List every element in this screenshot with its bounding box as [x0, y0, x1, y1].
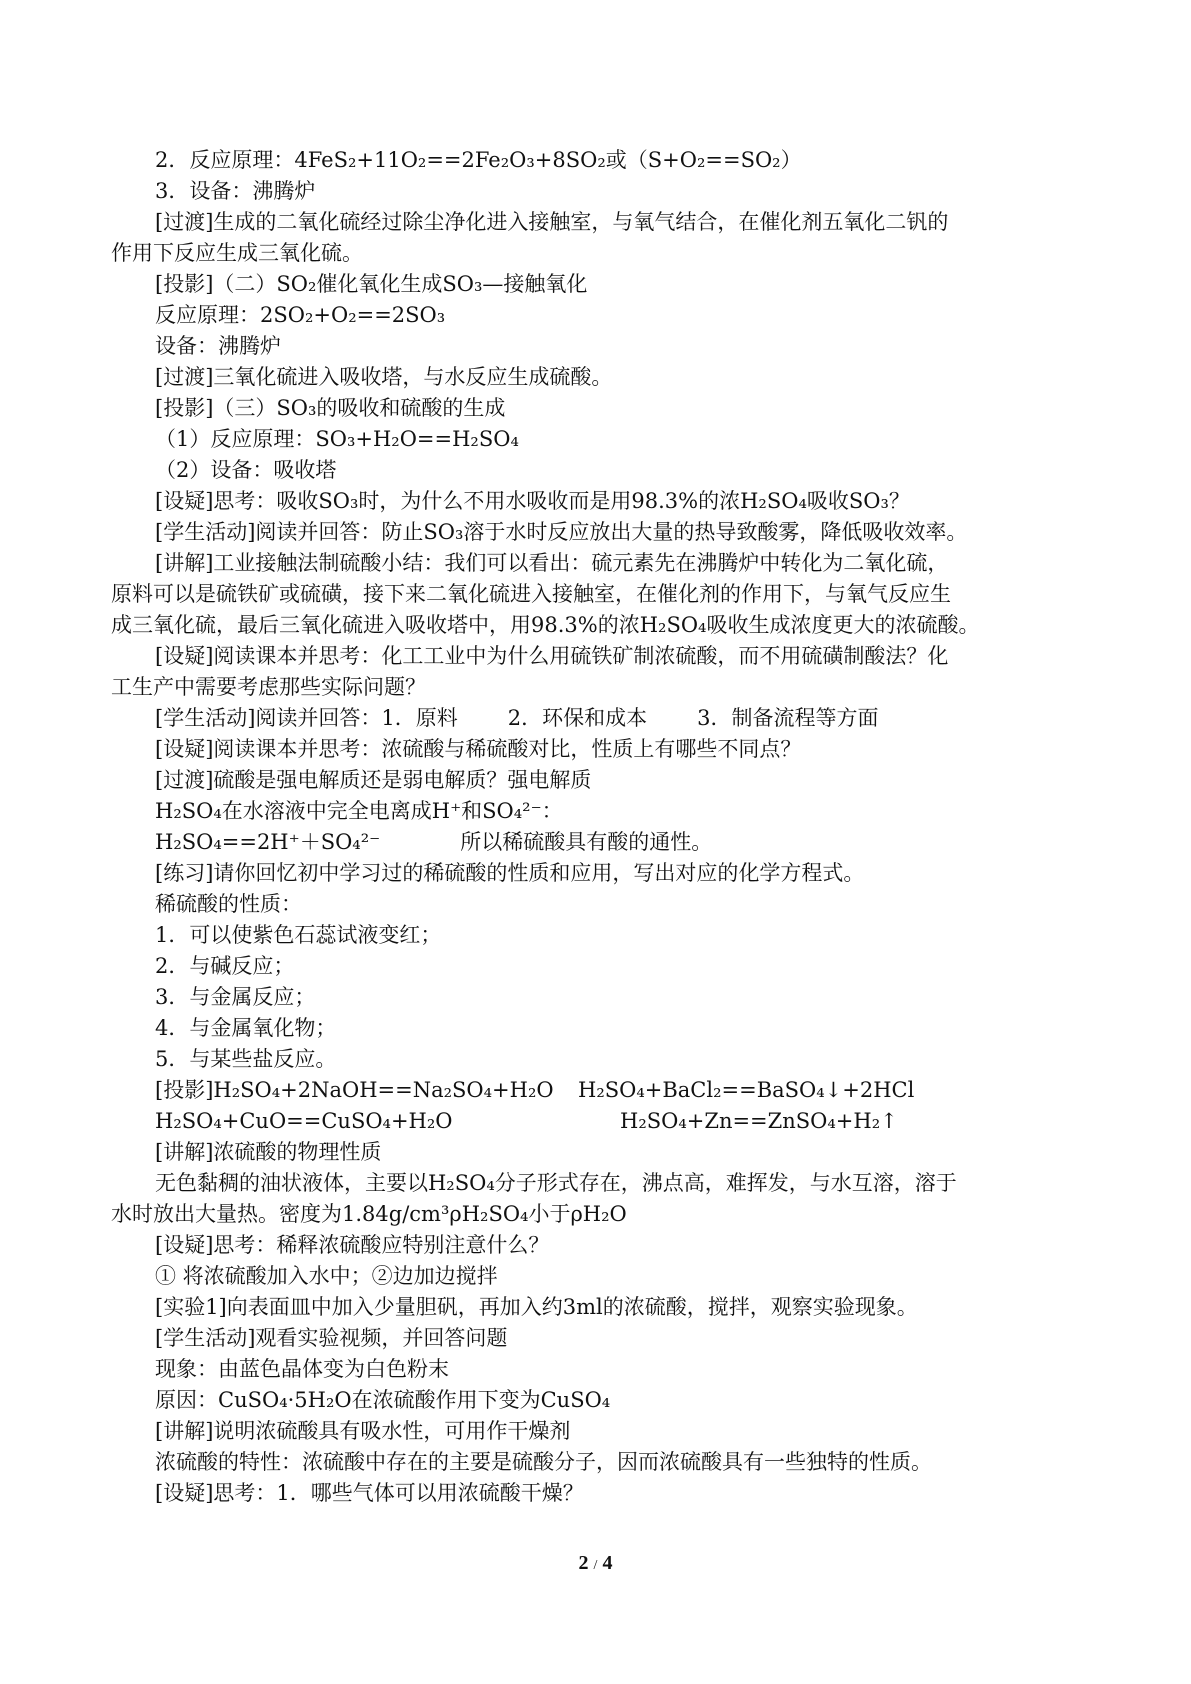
text-line: 现象：由蓝色晶体变为白色粉末	[155, 1357, 449, 1381]
ionization-equation: H₂SO₄==2H⁺＋SO₄²⁻	[155, 830, 381, 854]
text-line: 水时放出大量热。密度为1.84g/cm³ρH₂SO₄小于ρH₂O	[111, 1202, 627, 1226]
page-separator: /	[593, 1558, 598, 1573]
text-line: [讲解]浓硫酸的物理性质	[155, 1140, 382, 1164]
text-line: [过渡]生成的二氧化硫经过除尘净化进入接触室，与氧气结合，在催化剂五氧化二钒的	[155, 210, 949, 234]
text-line: [过渡]硫酸是强电解质还是弱电解质？强电解质	[155, 768, 592, 792]
text-line: [设疑]阅读课本并思考：浓硫酸与稀硫酸对比，性质上有哪些不同点？	[155, 737, 802, 761]
text-line: 反应原理：2SO₂+O₂==2SO₃	[155, 303, 446, 327]
text-line	[155, 702, 879, 734]
text-line: 成三氧化硫，最后三氧化硫进入吸收塔中，用98.3%的浓H₂SO₄吸收生成浓度更大的浓硫酸。	[111, 613, 980, 637]
answer-1: [学生活动]阅读并回答：1．原料	[155, 706, 458, 730]
equation-naoh: [投影]H₂SO₄+2NaOH==Na₂SO₄+H₂O	[155, 1078, 554, 1102]
text-line: [设疑]思考：吸收SO₃时，为什么不用水吸收而是用98.3%的浓H₂SO₄吸收SO₃？	[155, 489, 910, 513]
text-line: 工生产中需要考虑那些实际问题？	[111, 675, 426, 699]
text-line: 2．反应原理：4FeS₂+11O₂==2Fe₂O₃+8SO₂或（S+O₂==SO₂）	[155, 148, 802, 172]
text-line: 3．与金属反应；	[155, 985, 316, 1009]
equation-bacl2: H₂SO₄+BaCl₂==BaSO₄↓+2HCl	[578, 1078, 915, 1102]
text-line: 1．可以使紫色石蕊试液变红；	[155, 923, 442, 947]
text-line	[155, 826, 712, 858]
equation-zn: H₂SO₄+Zn==ZnSO₄+H₂↑	[620, 1109, 898, 1133]
text-line: H₂SO₄在水溶液中完全电离成H⁺和SO₄²⁻：	[155, 799, 563, 823]
text-line: [练习]请你回忆初中学习过的稀硫酸的性质和应用，写出对应的化学方程式。	[155, 861, 865, 885]
ionization-note: 所以稀硫酸具有酸的通性。	[460, 830, 713, 854]
text-line: [设疑]思考：1．哪些气体可以用浓硫酸干燥？	[155, 1481, 584, 1505]
text-line: （2）设备：吸收塔	[155, 458, 337, 482]
text-line: 原因：CuSO₄·5H₂O在浓硫酸作用下变为CuSO₄	[155, 1388, 611, 1412]
text-line: [设疑]思考：稀释浓硫酸应特别注意什么？	[155, 1233, 550, 1257]
text-line: [讲解]说明浓硫酸具有吸水性，可用作干燥剂	[155, 1419, 571, 1443]
text-line: 5．与某些盐反应。	[155, 1047, 337, 1071]
text-line: [实验1]向表面皿中加入少量胆矾，再加入约3ml的浓硫酸，搅拌，观察实验现象。	[155, 1295, 918, 1319]
answer-2: 2．环保和成本	[507, 706, 648, 730]
text-line: [投影]（三）SO₃的吸收和硫酸的生成	[155, 396, 506, 420]
text-line	[155, 1074, 554, 1106]
answer-3: 3．制备流程等方面	[697, 706, 879, 730]
page-number	[0, 1552, 1191, 1575]
page-total: 4	[602, 1552, 613, 1574]
text-line: [学生活动]阅读并回答：防止SO₃溶于水时反应放出大量的热导致酸雾，降低吸收效率。	[155, 520, 968, 544]
text-line: 原料可以是硫铁矿或硫磺，接下来二氧化硫进入接触室，在催化剂的作用下，与氧气反应生	[111, 582, 951, 606]
text-line: 4．与金属氧化物；	[155, 1016, 337, 1040]
text-line: [讲解]工业接触法制硫酸小结：我们可以看出：硫元素先在沸腾炉中转化为二氧化硫，	[155, 551, 949, 575]
text-line: （1）反应原理：SO₃+H₂O==H₂SO₄	[155, 427, 519, 451]
equation-cuo: H₂SO₄+CuO==CuSO₄+H₂O	[155, 1109, 453, 1133]
page-current: 2	[578, 1552, 589, 1574]
text-line: [设疑]阅读课本并思考：化工工业中为什么用硫铁矿制浓硫酸，而不用硫磺制酸法？化	[155, 644, 949, 668]
text-line: [过渡]三氧化硫进入吸收塔，与水反应生成硫酸。	[155, 365, 613, 389]
text-line: 浓硫酸的特性：浓硫酸中存在的主要是硫酸分子，因而浓硫酸具有一些独特的性质。	[155, 1450, 932, 1474]
text-line: 无色黏稠的油状液体，主要以H₂SO₄分子形式存在，沸点高，难挥发，与水互溶，溶于	[155, 1171, 957, 1195]
text-line: 2．与碱反应；	[155, 954, 295, 978]
text-line: 作用下反应生成三氧化硫。	[111, 241, 363, 265]
text-line: 设备：沸腾炉	[155, 334, 281, 358]
text-line: [投影]（二）SO₂催化氧化生成SO₃—接触氧化	[155, 272, 588, 296]
text-line: ① 将浓硫酸加入水中；②边加边搅拌	[155, 1264, 498, 1288]
text-line: 3．设备：沸腾炉	[155, 179, 316, 203]
text-line: 稀硫酸的性质：	[155, 892, 302, 916]
text-line: [学生活动]观看实验视频，并回答问题	[155, 1326, 508, 1350]
